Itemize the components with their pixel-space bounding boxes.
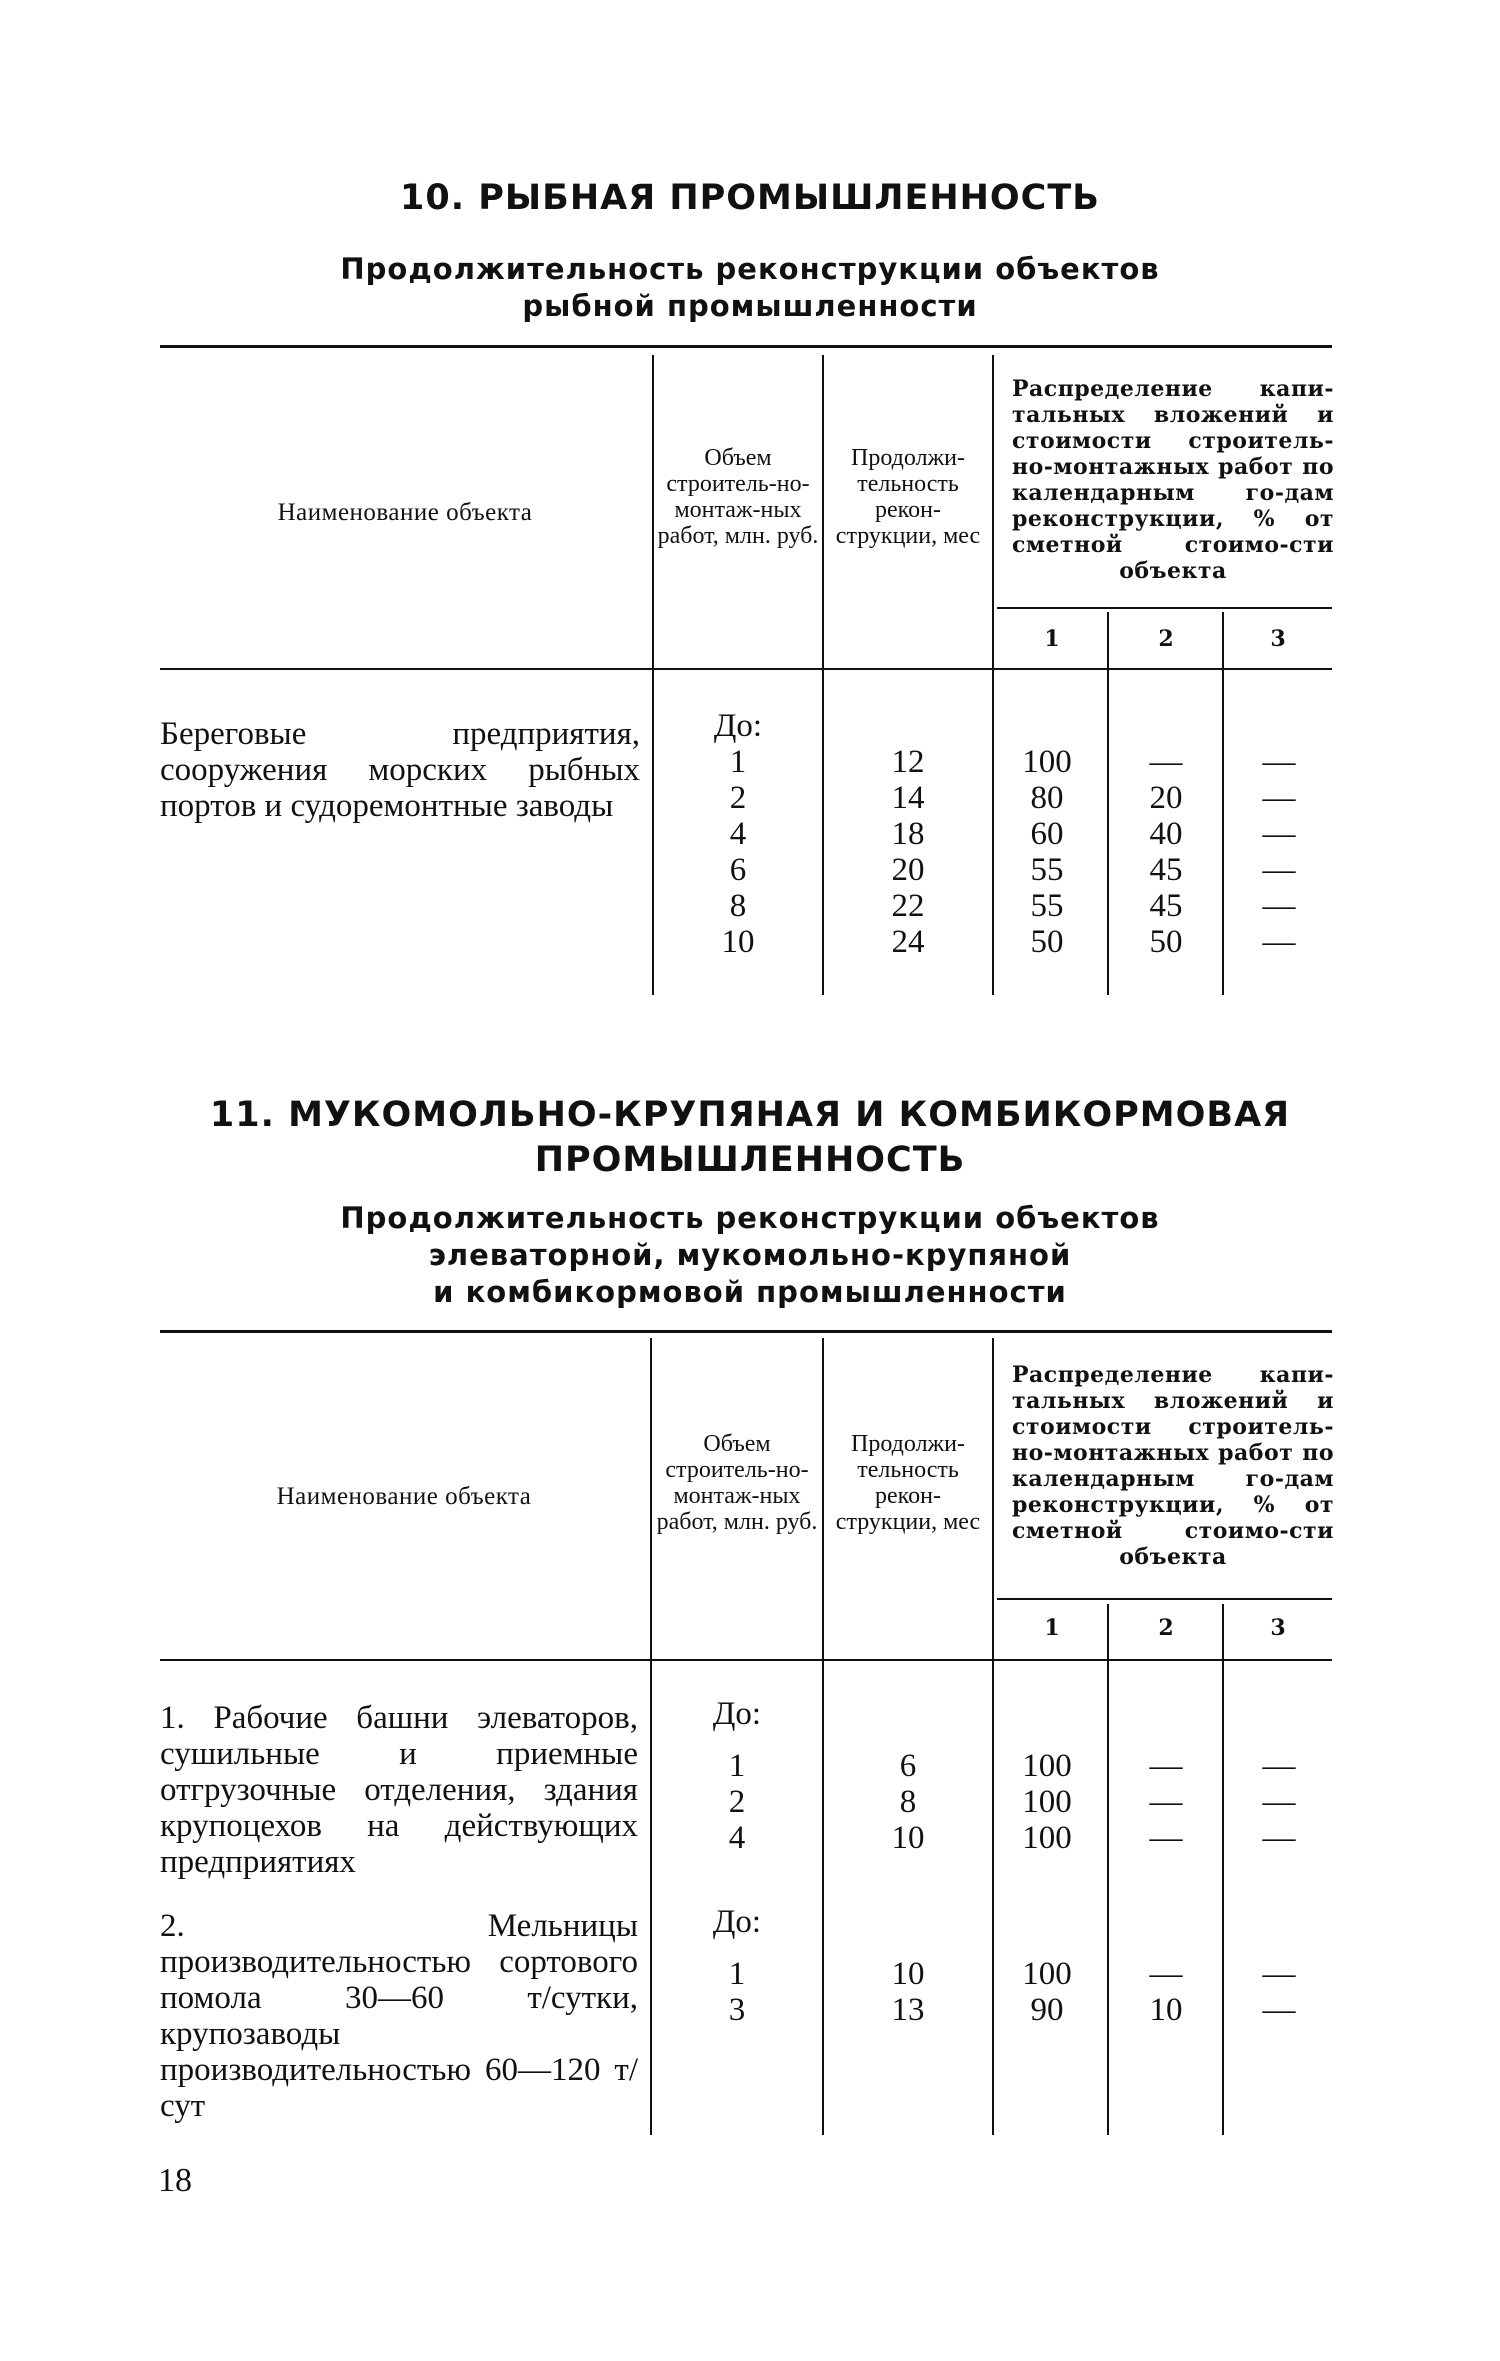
- table-10-year-3-label: 3: [1270, 626, 1286, 652]
- year2-value: 45: [1149, 888, 1183, 924]
- table-11-row-1-duration-cell: [826, 1748, 990, 1856]
- year3-value: —: [1262, 852, 1296, 888]
- table-10-row-name: Береговые предприятия, сооружения морских рыбных портов и судоремонтные заводы: [160, 716, 640, 824]
- year2-value: 10: [1149, 1992, 1183, 2028]
- year3-value: —: [1262, 888, 1296, 924]
- table-10-header-volume: Объем строитель-но-монтаж-ных работ, млн. руб.: [657, 445, 819, 549]
- volume-value: 6: [729, 852, 747, 888]
- year1-value: 100: [1022, 1784, 1072, 1820]
- year1-value: 90: [1030, 1992, 1064, 2028]
- year2-value: —: [1149, 1784, 1183, 1820]
- year1-value: 80: [1030, 780, 1064, 816]
- table-11-header-rule: [160, 1659, 1332, 1661]
- table-10-top-rule: [160, 345, 1332, 348]
- table-11-top-rule: [160, 1330, 1332, 1333]
- table-11-row-2-volume-prefix: До:: [712, 1904, 762, 1940]
- year3-value: —: [1262, 1748, 1296, 1784]
- section-11-subtitle-line2: элеваторной, мукомольно-крупяной: [428, 1238, 1072, 1272]
- duration-value: 13: [891, 1992, 925, 2028]
- table-10-col-divider-5: [1222, 612, 1224, 995]
- volume-value: 10: [721, 924, 755, 960]
- year1-value: 55: [1030, 852, 1064, 888]
- table-11-row-1-volume-cell: [654, 1748, 820, 1856]
- table-11-row-2-year3-cell: [1226, 1956, 1332, 2028]
- table-11-col-divider-3: [992, 1338, 994, 2135]
- year1-value: 50: [1030, 924, 1064, 960]
- table-10-duration-cell: [826, 744, 990, 960]
- volume-value: 1: [728, 1956, 746, 1992]
- table-11-row-1-name: 1. Рабочие башни элеваторов, сушильные и приемные отгрузочные отделения, здания крупоцехов на действующих предприятиях: [160, 1700, 638, 1880]
- page-number: 18: [158, 2162, 192, 2199]
- duration-value: 8: [899, 1784, 917, 1820]
- table-10-header-duration: Продолжи-тельность рекон-струкции, мес: [835, 445, 981, 549]
- table-11-row-2-year2-cell: [1110, 1956, 1222, 2028]
- table-11-row-1-year3-cell: [1226, 1748, 1332, 1856]
- table-11-col-divider-2: [822, 1338, 824, 2135]
- table-11-year-2-label: 2: [1158, 1615, 1174, 1641]
- section-10-title: 10. РЫБНАЯ ПРОМЫШЛЕННОСТЬ: [400, 178, 1100, 218]
- table-11-header-distribution: Распределение капи-тальных вложений и стоимости строитель-но-монтажных работ по календарным го-дам реконструкции, % от сметной стоимо-сти объекта: [1012, 1362, 1334, 1570]
- year2-value: 20: [1149, 780, 1183, 816]
- table-10-header-rule: [160, 668, 1332, 670]
- table-10-header-name: Наименование объекта: [277, 499, 533, 526]
- table-11-row-2-duration-cell: [826, 1956, 990, 2028]
- volume-value: 2: [729, 780, 747, 816]
- volume-value: 4: [728, 1820, 746, 1856]
- duration-value: 24: [891, 924, 925, 960]
- duration-value: 18: [891, 816, 925, 852]
- table-11-col-divider-1: [650, 1338, 652, 2135]
- volume-value: 8: [729, 888, 747, 924]
- table-10-year2-cell: [1110, 744, 1222, 960]
- section-10-subtitle-line1: Продолжительность реконструкции объектов: [340, 252, 1160, 286]
- volume-value: 3: [728, 1992, 746, 2028]
- volume-value: 1: [729, 744, 747, 780]
- table-11-row-2-year1-cell: [997, 1956, 1097, 2028]
- table-10-volume-cell: [656, 708, 820, 960]
- duration-value: 10: [891, 1956, 925, 1992]
- table-11-col-divider-5: [1222, 1604, 1224, 2135]
- volume-value: 4: [729, 816, 747, 852]
- table-11-row-1-volume-prefix: До:: [712, 1696, 762, 1732]
- year3-value: —: [1262, 1784, 1296, 1820]
- duration-value: 22: [891, 888, 925, 924]
- table-10-col-divider-2: [822, 355, 824, 995]
- table-11-year-3-label: 3: [1270, 1615, 1286, 1641]
- table-11-row-1-year2-cell: [1110, 1748, 1222, 1856]
- year3-value: —: [1262, 1820, 1296, 1856]
- table-10-year-2-label: 2: [1158, 626, 1174, 652]
- section-10-subtitle-line2: рыбной промышленности: [522, 289, 978, 323]
- year2-value: —: [1149, 1956, 1183, 1992]
- year3-value: —: [1262, 780, 1296, 816]
- year3-value: —: [1262, 1992, 1296, 2028]
- table-11-header-volume: Объем строитель-но-монтаж-ных работ, млн. руб.: [656, 1431, 818, 1535]
- table-11-years-rule: [997, 1598, 1332, 1600]
- table-10-col-divider-3: [992, 355, 994, 995]
- table-11-header-name: Наименование объекта: [276, 1483, 532, 1510]
- year2-value: 45: [1149, 852, 1183, 888]
- year2-value: 50: [1149, 924, 1183, 960]
- year2-value: —: [1149, 1820, 1183, 1856]
- year1-value: 100: [1022, 1956, 1072, 1992]
- table-10-years-rule: [997, 607, 1332, 609]
- section-11-subtitle-line3: и комбикормовой промышленности: [433, 1275, 1067, 1309]
- year1-value: 100: [1022, 1820, 1072, 1856]
- year3-value: —: [1262, 924, 1296, 960]
- table-10-col-divider-1: [652, 355, 654, 995]
- section-11-title-line1: 11. МУКОМОЛЬНО-КРУПЯНАЯ И КОМБИКОРМОВАЯ: [209, 1095, 1291, 1135]
- year2-value: —: [1149, 1748, 1183, 1784]
- table-10-year1-cell: [997, 744, 1097, 960]
- table-11-year-1-label: 1: [1044, 1615, 1060, 1641]
- duration-value: 10: [891, 1820, 925, 1856]
- table-10-year-1-label: 1: [1044, 626, 1060, 652]
- table-11-row-2-name: 2. Мельницы производительностью сортового помола 30—60 т/сутки, крупозаводы производительностью 60—120 т/сут: [160, 1908, 638, 2124]
- duration-value: 6: [899, 1748, 917, 1784]
- duration-value: 12: [891, 744, 925, 780]
- year3-value: —: [1262, 1956, 1296, 1992]
- year1-value: 100: [1022, 1748, 1072, 1784]
- volume-prefix: До:: [713, 708, 763, 744]
- table-11-row-1-year1-cell: [997, 1748, 1097, 1856]
- year2-value: 40: [1149, 816, 1183, 852]
- section-11-title-line2: ПРОМЫШЛЕННОСТЬ: [534, 1140, 966, 1180]
- year1-value: 100: [1022, 744, 1072, 780]
- year2-value: —: [1149, 744, 1183, 780]
- year1-value: 60: [1030, 816, 1064, 852]
- duration-value: 14: [891, 780, 925, 816]
- table-10-year3-cell: [1226, 744, 1332, 960]
- table-11-header-duration: Продолжи-тельность рекон-струкции, мес: [835, 1431, 981, 1535]
- table-11-col-divider-4: [1107, 1604, 1109, 2135]
- volume-value: 2: [728, 1784, 746, 1820]
- table-10-header-distribution: Распределение капи-тальных вложений и стоимости строитель-но-монтажных работ по календарным го-дам реконструкции, % от сметной стоимо-сти объекта: [1012, 376, 1334, 584]
- volume-value: 1: [728, 1748, 746, 1784]
- table-11-row-2-volume-cell: [654, 1956, 820, 2028]
- year3-value: —: [1262, 744, 1296, 780]
- section-11-subtitle-line1: Продолжительность реконструкции объектов: [340, 1201, 1160, 1235]
- year1-value: 55: [1030, 888, 1064, 924]
- duration-value: 20: [891, 852, 925, 888]
- year3-value: —: [1262, 816, 1296, 852]
- table-10-col-divider-4: [1107, 612, 1109, 995]
